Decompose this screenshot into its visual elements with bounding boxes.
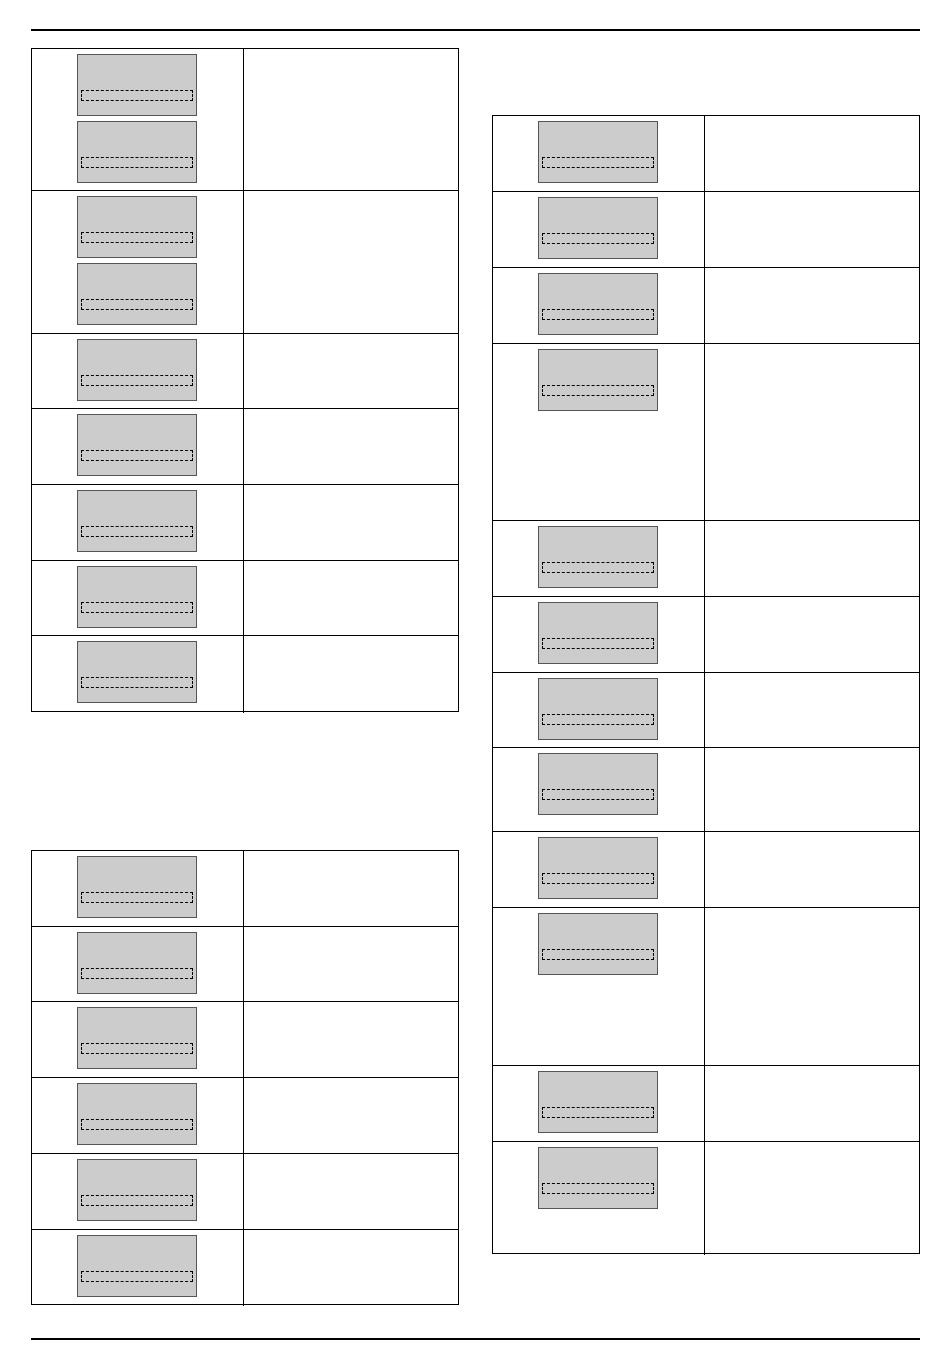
display-image-cell — [32, 334, 244, 408]
cursor-line-box — [81, 232, 193, 243]
description-cell — [245, 1154, 458, 1229]
table-row — [493, 344, 919, 521]
lcd-screen — [77, 1159, 197, 1221]
display-image-cell — [32, 1230, 244, 1306]
table-row — [493, 908, 919, 1066]
cursor-line-box — [542, 789, 654, 800]
lcd-screen — [77, 196, 197, 258]
description-cell — [245, 851, 458, 926]
description-cell — [706, 673, 919, 747]
display-image-cell — [32, 1002, 244, 1077]
description-cell — [245, 636, 458, 713]
table-row — [32, 1154, 458, 1230]
lcd-screen — [77, 1007, 197, 1069]
cursor-line-box — [542, 714, 654, 725]
display-image-cell — [493, 1142, 705, 1255]
cursor-line-box — [542, 562, 654, 573]
description-cell — [245, 334, 458, 408]
description-cell — [245, 49, 458, 190]
description-cell — [245, 191, 458, 333]
description-cell — [245, 1002, 458, 1077]
cursor-line-box — [81, 299, 193, 310]
table-row — [32, 851, 458, 927]
description-cell — [706, 192, 919, 267]
lcd-screen — [538, 753, 658, 815]
table-row — [32, 636, 458, 713]
display-image-cell — [493, 116, 705, 191]
lcd-screen — [538, 121, 658, 183]
lcd-screen — [538, 1147, 658, 1209]
lcd-screen — [77, 263, 197, 325]
table-row — [32, 1230, 458, 1306]
display-image-cell — [32, 636, 244, 713]
description-cell — [706, 597, 919, 672]
lcd-screen — [77, 566, 197, 628]
table-row — [493, 1142, 919, 1255]
description-cell — [245, 1230, 458, 1306]
lcd-screen — [77, 641, 197, 703]
cursor-line-box — [81, 677, 193, 688]
cursor-line-box — [542, 309, 654, 320]
cursor-line-box — [542, 385, 654, 396]
display-image-cell — [493, 192, 705, 267]
table-row — [493, 1066, 919, 1142]
cursor-line-box — [81, 157, 193, 168]
display-image-cell — [32, 191, 244, 333]
table-row — [493, 832, 919, 908]
table-row — [32, 1078, 458, 1154]
table-row — [32, 49, 458, 191]
lcd-screen — [77, 1235, 197, 1297]
display-image-cell — [493, 832, 705, 907]
table-row — [493, 521, 919, 597]
display-image-cell — [32, 561, 244, 635]
table-row — [32, 927, 458, 1002]
lcd-screen — [77, 414, 197, 476]
lcd-screen — [77, 121, 197, 183]
table-row — [493, 673, 919, 748]
lcd-screen — [77, 490, 197, 552]
table-row — [32, 409, 458, 485]
cursor-line-box — [81, 892, 193, 903]
display-image-cell — [493, 908, 705, 1065]
cursor-line-box — [81, 1271, 193, 1282]
display-image-cell — [32, 49, 244, 190]
description-cell — [706, 344, 919, 520]
description-cell — [245, 409, 458, 484]
cursor-line-box — [81, 90, 193, 101]
lcd-screen — [538, 197, 658, 259]
lcd-screen — [77, 54, 197, 116]
table-row — [32, 485, 458, 561]
cursor-line-box — [81, 450, 193, 461]
display-image-cell — [493, 268, 705, 343]
description-cell — [706, 832, 919, 907]
table-row — [32, 561, 458, 636]
description-cell — [706, 521, 919, 596]
table-row — [32, 1002, 458, 1078]
description-cell — [245, 1078, 458, 1153]
display-image-cell — [493, 521, 705, 596]
cursor-line-box — [81, 1119, 193, 1130]
display-image-cell — [493, 344, 705, 520]
display-table-right — [492, 115, 920, 1254]
lcd-screen — [538, 837, 658, 899]
cursor-line-box — [542, 1183, 654, 1194]
header-rule — [31, 29, 920, 31]
description-cell — [706, 1066, 919, 1141]
description-cell — [245, 561, 458, 635]
display-image-cell — [493, 597, 705, 672]
display-image-cell — [493, 1066, 705, 1141]
cursor-line-box — [542, 949, 654, 960]
table-row — [493, 268, 919, 344]
description-cell — [706, 748, 919, 831]
table-row — [493, 748, 919, 832]
description-cell — [706, 116, 919, 191]
display-image-cell — [32, 485, 244, 560]
lcd-screen — [538, 273, 658, 335]
lcd-screen — [538, 526, 658, 588]
display-image-cell — [32, 851, 244, 926]
cursor-line-box — [542, 873, 654, 884]
table-row — [493, 116, 919, 192]
cursor-line-box — [81, 526, 193, 537]
cursor-line-box — [542, 638, 654, 649]
lcd-screen — [538, 349, 658, 411]
cursor-line-box — [81, 602, 193, 613]
display-table-left-top — [31, 48, 459, 712]
display-image-cell — [32, 927, 244, 1001]
display-image-cell — [493, 748, 705, 831]
display-image-cell — [32, 1078, 244, 1153]
lcd-screen — [538, 678, 658, 740]
lcd-screen — [77, 932, 197, 994]
lcd-screen — [538, 913, 658, 975]
lcd-screen — [77, 1083, 197, 1145]
description-cell — [706, 1142, 919, 1255]
cursor-line-box — [542, 157, 654, 168]
lcd-screen — [77, 339, 197, 401]
cursor-line-box — [81, 968, 193, 979]
description-cell — [245, 927, 458, 1001]
cursor-line-box — [81, 375, 193, 386]
display-image-cell — [32, 409, 244, 484]
description-cell — [245, 485, 458, 560]
cursor-line-box — [542, 1107, 654, 1118]
table-row — [32, 191, 458, 334]
display-image-cell — [493, 673, 705, 747]
table-row — [493, 597, 919, 673]
cursor-line-box — [81, 1195, 193, 1206]
description-cell — [706, 268, 919, 343]
footer-rule — [31, 1338, 920, 1340]
table-row — [32, 334, 458, 409]
lcd-screen — [77, 856, 197, 918]
display-image-cell — [32, 1154, 244, 1229]
description-cell — [706, 908, 919, 1065]
table-row — [493, 192, 919, 268]
lcd-screen — [538, 602, 658, 664]
lcd-screen — [538, 1071, 658, 1133]
cursor-line-box — [542, 233, 654, 244]
display-table-left-bottom — [31, 850, 459, 1305]
cursor-line-box — [81, 1043, 193, 1054]
